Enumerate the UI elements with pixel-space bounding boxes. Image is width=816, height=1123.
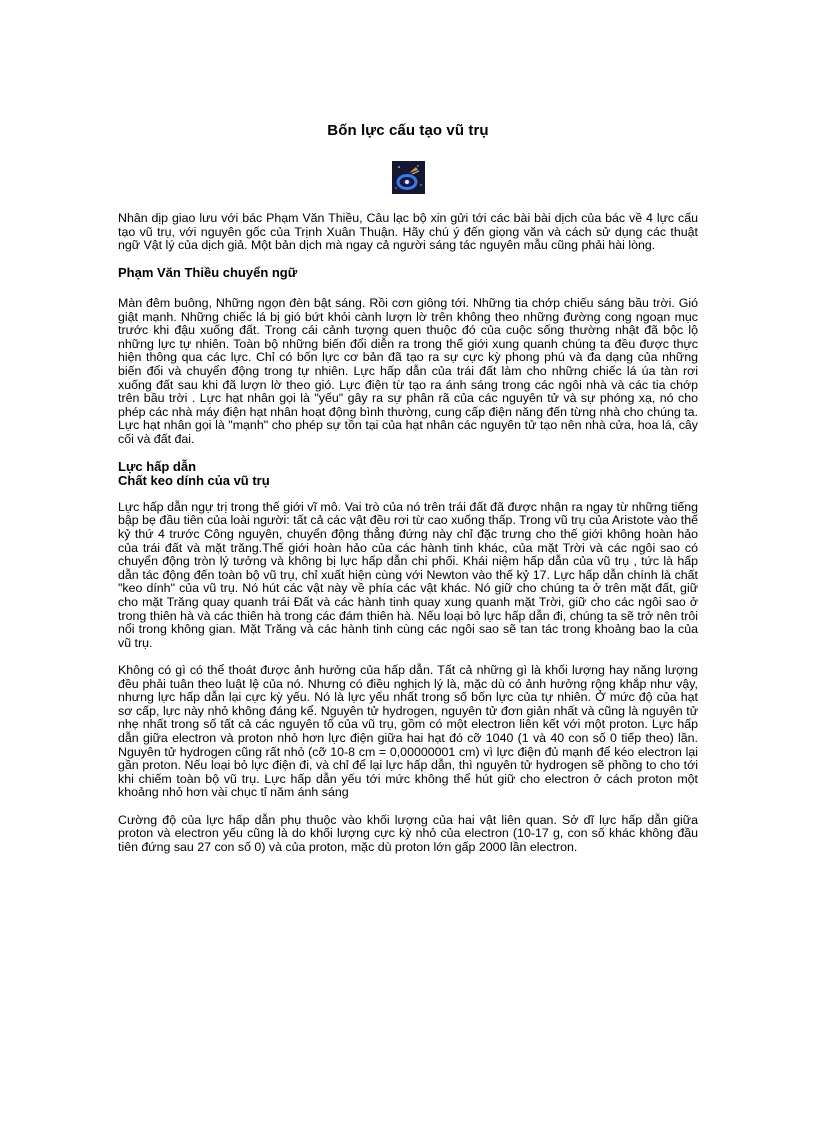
body-paragraph: Không có gì có thể thoát được ảnh hưởng của hấp dẫn. Tất cả những gì là khối lượng hay năng lượng đều phải tuân theo luật lệ của nó. Nhưng có điều nghịch lý là, mặc dù có ảnh hưởng rộng khắp như vậy, nhưng lực hấp dẫn lại cực kỳ yếu. Nó là lực yếu nhất trong số bốn lực của tự nhiên. Ở mức độ của hạt sơ cấp, lực này nhỏ không đáng kể. Nguyên tử hydrogen, nguyên tử đơn giản nhất và cũng là nguyên tử nhẹ nhất trong số tất cả các nguyên tố của vũ trụ, gồm có một electron liên kết với một proton. Lực hấp dẫn giữa electron và proton nhỏ hơn lực điện giữa hai hạt đó cỡ 1040 (1 và 40 con số 0 tiếp theo) lần. Nguyên tử hydrogen cũng rất nhỏ (cỡ 10-8 cm = 0,00000001 cm) vì lực điện đủ mạnh để kéo electron lại gần proton. Nếu loại bỏ lực điện đi, và chỉ để lại lực hấp dẫn, thì nguyên tử hydrogen sẽ phồng to cho tới khi chiếm toàn bộ vũ trụ. Lực hấp dẫn yếu tới mức không thể hút giữ cho electron ở cách proton một khoảng nhỏ hơn vài chục tỉ năm ánh sáng <box>118 663 698 800</box>
translator-byline <box>118 266 698 280</box>
section-subheading: Chất keo dính của vũ trụ <box>118 472 270 488</box>
section-heading: Lực hấp dẫn <box>118 459 197 475</box>
body-paragraph: Cường độ của lực hấp dẫn phụ thuộc vào khối lượng của hai vật liên quan. Sở dĩ lực hấp dẫn giữa proton và electron yếu cũng là do khối lượng cực kỳ nhỏ của electron (10-17 g, con số khác không đầu tiên đứng sau 27 con số 0) và của proton, mặc dù proton lớn gấp 2000 lần electron. <box>118 812 698 854</box>
body-paragraph: Màn đêm buông, Những ngọn đèn bật sáng. Rồi cơn giông tới. Những tia chớp chiếu sáng bầu trời. Gió giật mạnh. Những chiếc lá bị gió bứt khỏi cành lượn lờ trên không theo những đường cong ngoạn mục trước khi đậu xuống đất. Trong cái cảnh tượng quen thuộc đó của cuộc sống thường nhật đã bộc lộ những lực tự nhiên. Toàn bộ những biến đổi diễn ra trong thế giới xung quanh chúng ta đều được thực hiện thông qua các lực. Chỉ có bốn lực cơ bản đã tạo ra sự cực kỳ phong phú và đa dạng của những biến đổi và chuyển động trong tự nhiên. Lực hấp dẫn của trái đất làm cho những chiếc lá úa tàn rơi xuống đất sau khi đã lượn lờ theo gió. Lực điện từ tạo ra ánh sáng trong các ngôi nhà và các tia chớp trên bầu trời . Lực hạt nhân gọi là "yếu" gây ra sự phân rã của các nguyên tử và sự phóng xạ, nó cho phép các nhà máy điện hạt nhân hoạt động bình thường, cung cấp điện năng đến từng nhà cho chúng ta. Lực hạt nhân gọi là "mạnh" cho phép sự tồn tại của hạt nhân các nguyên tử tạo nên nhà cửa, hoa lá, cây cối và đất đai. <box>118 295 698 446</box>
document-title: Bốn lực cấu tạo vũ trụ <box>327 122 489 139</box>
galaxy-logo-icon <box>392 161 425 194</box>
intro-paragraph: Nhân dịp giao lưu với bác Phạm Văn Thiều, Câu lạc bộ xin gửi tới các bài bài dịch của bác về 4 lực cấu tạo vũ trụ, với nguyên gốc của Trịnh Xuân Thuận. Hãy chú ý đến giọng văn và cách sử dụng các thuật ngữ Vật lý của dịch giả. Một bản dịch mà ngay cả người sáng tác nguyên mẫu cũng phải hài lòng. <box>118 211 698 253</box>
body-paragraph: Lực hấp dẫn ngự trị trong thế giới vĩ mô. Vai trò của nó trên trái đất đã được nhận ra ngay từ những tiếng bập bẹ đầu tiên của loài người: tất cả các vật đều rơi từ cao xuống thấp. Trong vũ trụ của Aristote vào thế kỷ thứ 4 trước Công nguyên, chuyển động thẳng đứng này chỉ đặc trưng cho thế giới không hoàn hảo của trái đất và mặt trăng.Thế giới hoàn hảo của các hành tinh khác, của mặt Trời và các ngôi sao có chuyển động tròn lý tưởng và không bị lực hấp dẫn chi phối. Khái niệm hấp dẫn của vũ trụ , tức là hấp dẫn tác động đến toàn bộ vũ trụ, chỉ xuất hiện cùng với Newton vào thế kỷ 17. Lực hấp dẫn chính là chất "keo dính" của vũ trụ. Nó hút các vật này về phía các vật khác. Nó giữ cho chúng ta ở trên mặt đất, giữ cho mặt Trăng quay quanh trái Đất và các hành tinh quay xung quanh mặt Trời, giữ cho các ngôi sao ở trong thiên hà và các thiên hà trong các đám thiên hà. Nếu loại bỏ lực hấp dẫn đi, chúng ta sẽ trở nên trôi nổi trong không gian. Mặt Trăng và các hành tinh cùng các ngôi sao sẽ tan tác trong khoảng bao la của vũ trụ. <box>118 499 698 650</box>
byline-text: Phạm Văn Thiều chuyển ngữ <box>118 265 298 281</box>
section-heading-block <box>118 460 698 487</box>
galaxy-logo-graphic <box>392 161 425 194</box>
document-body <box>118 212 698 868</box>
